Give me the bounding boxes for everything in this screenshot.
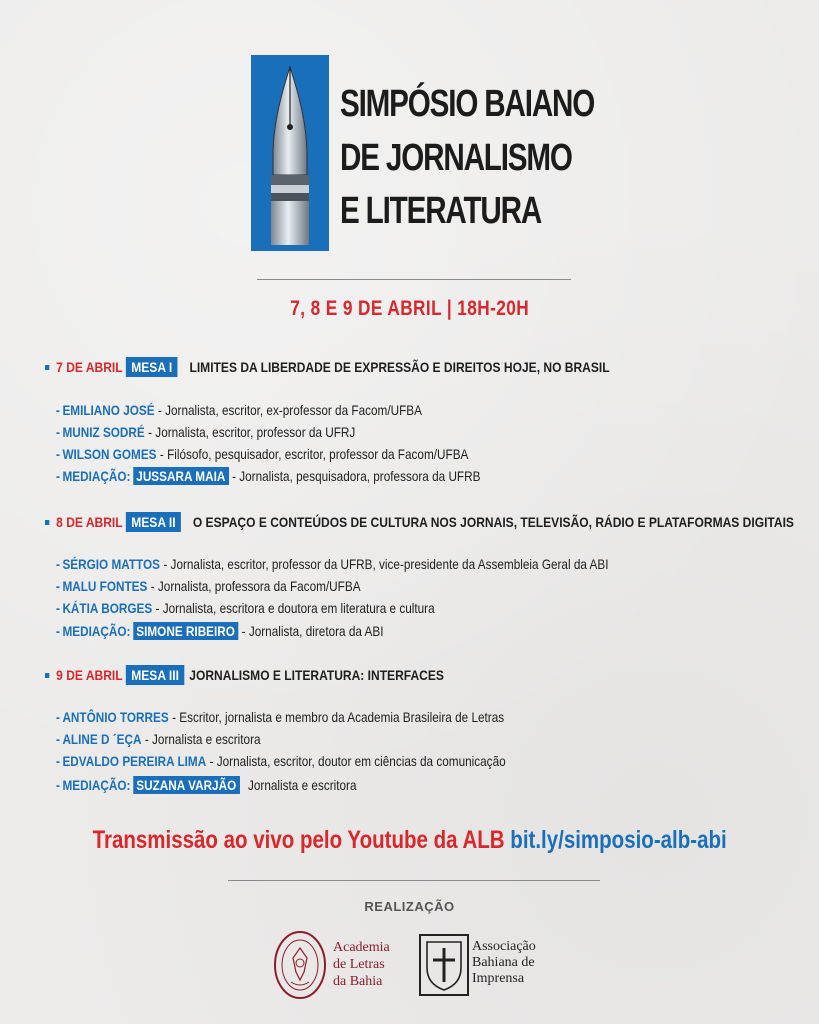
day-date: 7 DE ABRIL — [56, 359, 123, 375]
speaker-name: EMILIANO JOSÉ — [62, 402, 155, 418]
divider-bottom — [228, 880, 600, 881]
abi-emblem-icon — [419, 934, 469, 996]
mediator-desc: - Jornalista, diretora da ABI — [241, 623, 384, 639]
speaker-name: MALU FONTES — [62, 578, 148, 594]
speaker-name: MUNIZ SODRÉ — [62, 424, 145, 440]
mediation-label: MEDIAÇÃO: — [62, 623, 131, 639]
divider-top — [257, 279, 571, 280]
speaker-row: - EMILIANO JOSÉ - Jornalista, escritor, ex-professor da Facom/UFBA — [56, 402, 422, 418]
day-heading-1 — [45, 357, 610, 377]
event-dates: 7, 8 E 9 DE ABRIL | 18H-20H — [290, 297, 529, 320]
day-heading-3 — [45, 665, 444, 685]
bullet-icon — [45, 520, 49, 525]
speaker-row: - ANTÔNIO TORRES - Escritor, jornalista e membro da Academia Brasileira de Letras — [56, 709, 505, 725]
stream-text: Transmissão ao vivo pelo Youtube da ALB — [92, 826, 505, 854]
speaker-row: - SÉRGIO MATTOS - Jornalista, escritor, professor da UFRB, vice-presidente da Assembleia Geral da ABI — [56, 556, 609, 572]
speaker-desc: - Jornalista, professora da Facom/UFBA — [150, 578, 361, 594]
mesa-badge: MESA I — [126, 357, 177, 377]
speaker-desc: - Jornalista, escritora e doutora em literatura e cultura — [155, 600, 435, 616]
fountain-pen-nib-icon — [251, 55, 329, 251]
mediator-name: SIMONE RIBEIRO — [133, 622, 238, 640]
mediation-row: - MEDIAÇÃO: JUSSARA MAIA - Jornalista, pesquisadora, professora da UFRB — [56, 468, 481, 484]
mediator-name: JUSSARA MAIA — [133, 467, 229, 485]
speaker-row: - WILSON GOMES - Filósofo, pesquisador, escritor, professor da Facom/UFBA — [56, 446, 469, 462]
bullet-icon — [45, 673, 49, 678]
speaker-row: - EDVALDO PEREIRA LIMA - Jornalista, escritor, doutor em ciências da comunicação — [56, 753, 506, 769]
speaker-name: WILSON GOMES — [62, 446, 157, 462]
mediator-desc: Jornalista e escritora — [248, 777, 357, 793]
stream-info — [0, 826, 819, 855]
speaker-desc: - Jornalista, escritor, professor da UFRJ — [148, 424, 356, 440]
mesa-badge: MESA III — [126, 665, 184, 685]
mediation-row: - MEDIAÇÃO: SIMONE RIBEIRO - Jornalista, diretora da ABI — [56, 623, 384, 639]
speaker-name: SÉRGIO MATTOS — [62, 556, 161, 572]
speaker-name: ALINE D ´EÇA — [62, 731, 142, 747]
title-line-3: E LITERATURA — [340, 190, 542, 232]
alb-seal-icon — [273, 930, 327, 1000]
speaker-desc: - Escritor, jornalista e membro da Academia Brasileira de Letras — [172, 709, 505, 725]
speaker-desc: - Filósofo, pesquisador, escritor, professor da Facom/UFBA — [159, 446, 469, 462]
speaker-name: EDVALDO PEREIRA LIMA — [62, 753, 207, 769]
day-date: 8 DE ABRIL — [56, 514, 123, 530]
speaker-row: - MALU FONTES - Jornalista, professora da Facom/UFBA — [56, 578, 361, 594]
speaker-name: ANTÔNIO TORRES — [62, 709, 169, 725]
mediator-desc: - Jornalista, pesquisadora, professora da UFRB — [232, 468, 481, 484]
speaker-name: KÁTIA BORGES — [62, 600, 153, 616]
alb-name: Academia de Letras da Bahia — [333, 940, 390, 989]
stream-link[interactable]: bit.ly/simposio-alb-abi — [510, 826, 727, 854]
day-topic: O ESPAÇO E CONTEÚDOS DE CULTURA NOS JORNAIS, TELEVISÃO, RÁDIO E PLATAFORMAS DIGITAIS — [192, 514, 794, 530]
speaker-row: - ALINE D ´EÇA - Jornalista e escritora — [56, 731, 261, 747]
mediation-row: - MEDIAÇÃO: SUZANA VARJÃO Jornalista e escritora — [56, 777, 357, 793]
speaker-desc: - Jornalista, escritor, doutor em ciências da comunicação — [209, 753, 506, 769]
speaker-desc: - Jornalista e escritora — [144, 731, 261, 747]
title-line-2: DE JORNALISMO — [340, 137, 572, 179]
day-heading-2 — [45, 512, 794, 532]
title-line-1: SIMPÓSIO BAIANO — [340, 83, 595, 125]
day-date: 9 DE ABRIL — [56, 667, 123, 683]
bullet-icon — [45, 365, 49, 370]
speaker-row: - MUNIZ SODRÉ - Jornalista, escritor, professor da UFRJ — [56, 424, 356, 440]
speaker-desc: - Jornalista, escritor, ex-professor da Facom/UFBA — [157, 402, 422, 418]
abi-name: Associação Bahiana de Imprensa — [472, 939, 536, 986]
day-topic: JORNALISMO E LITERATURA: INTERFACES — [189, 667, 444, 683]
speaker-desc: - Jornalista, escritor, professor da UFRB, vice-presidente da Assembleia Geral da ABI — [163, 556, 609, 572]
mediation-label: MEDIAÇÃO: — [62, 777, 131, 793]
speaker-row: - KÁTIA BORGES - Jornalista, escritora e doutora em literatura e cultura — [56, 600, 435, 616]
realizacao-label: REALIZAÇÃO — [364, 899, 455, 914]
day-topic: LIMITES DA LIBERDADE DE EXPRESSÃO E DIREITOS HOJE, NO BRASIL — [189, 359, 610, 375]
mediator-name: SUZANA VARJÃO — [133, 776, 240, 794]
mediation-label: MEDIAÇÃO: — [62, 468, 131, 484]
mesa-badge: MESA II — [126, 512, 181, 532]
